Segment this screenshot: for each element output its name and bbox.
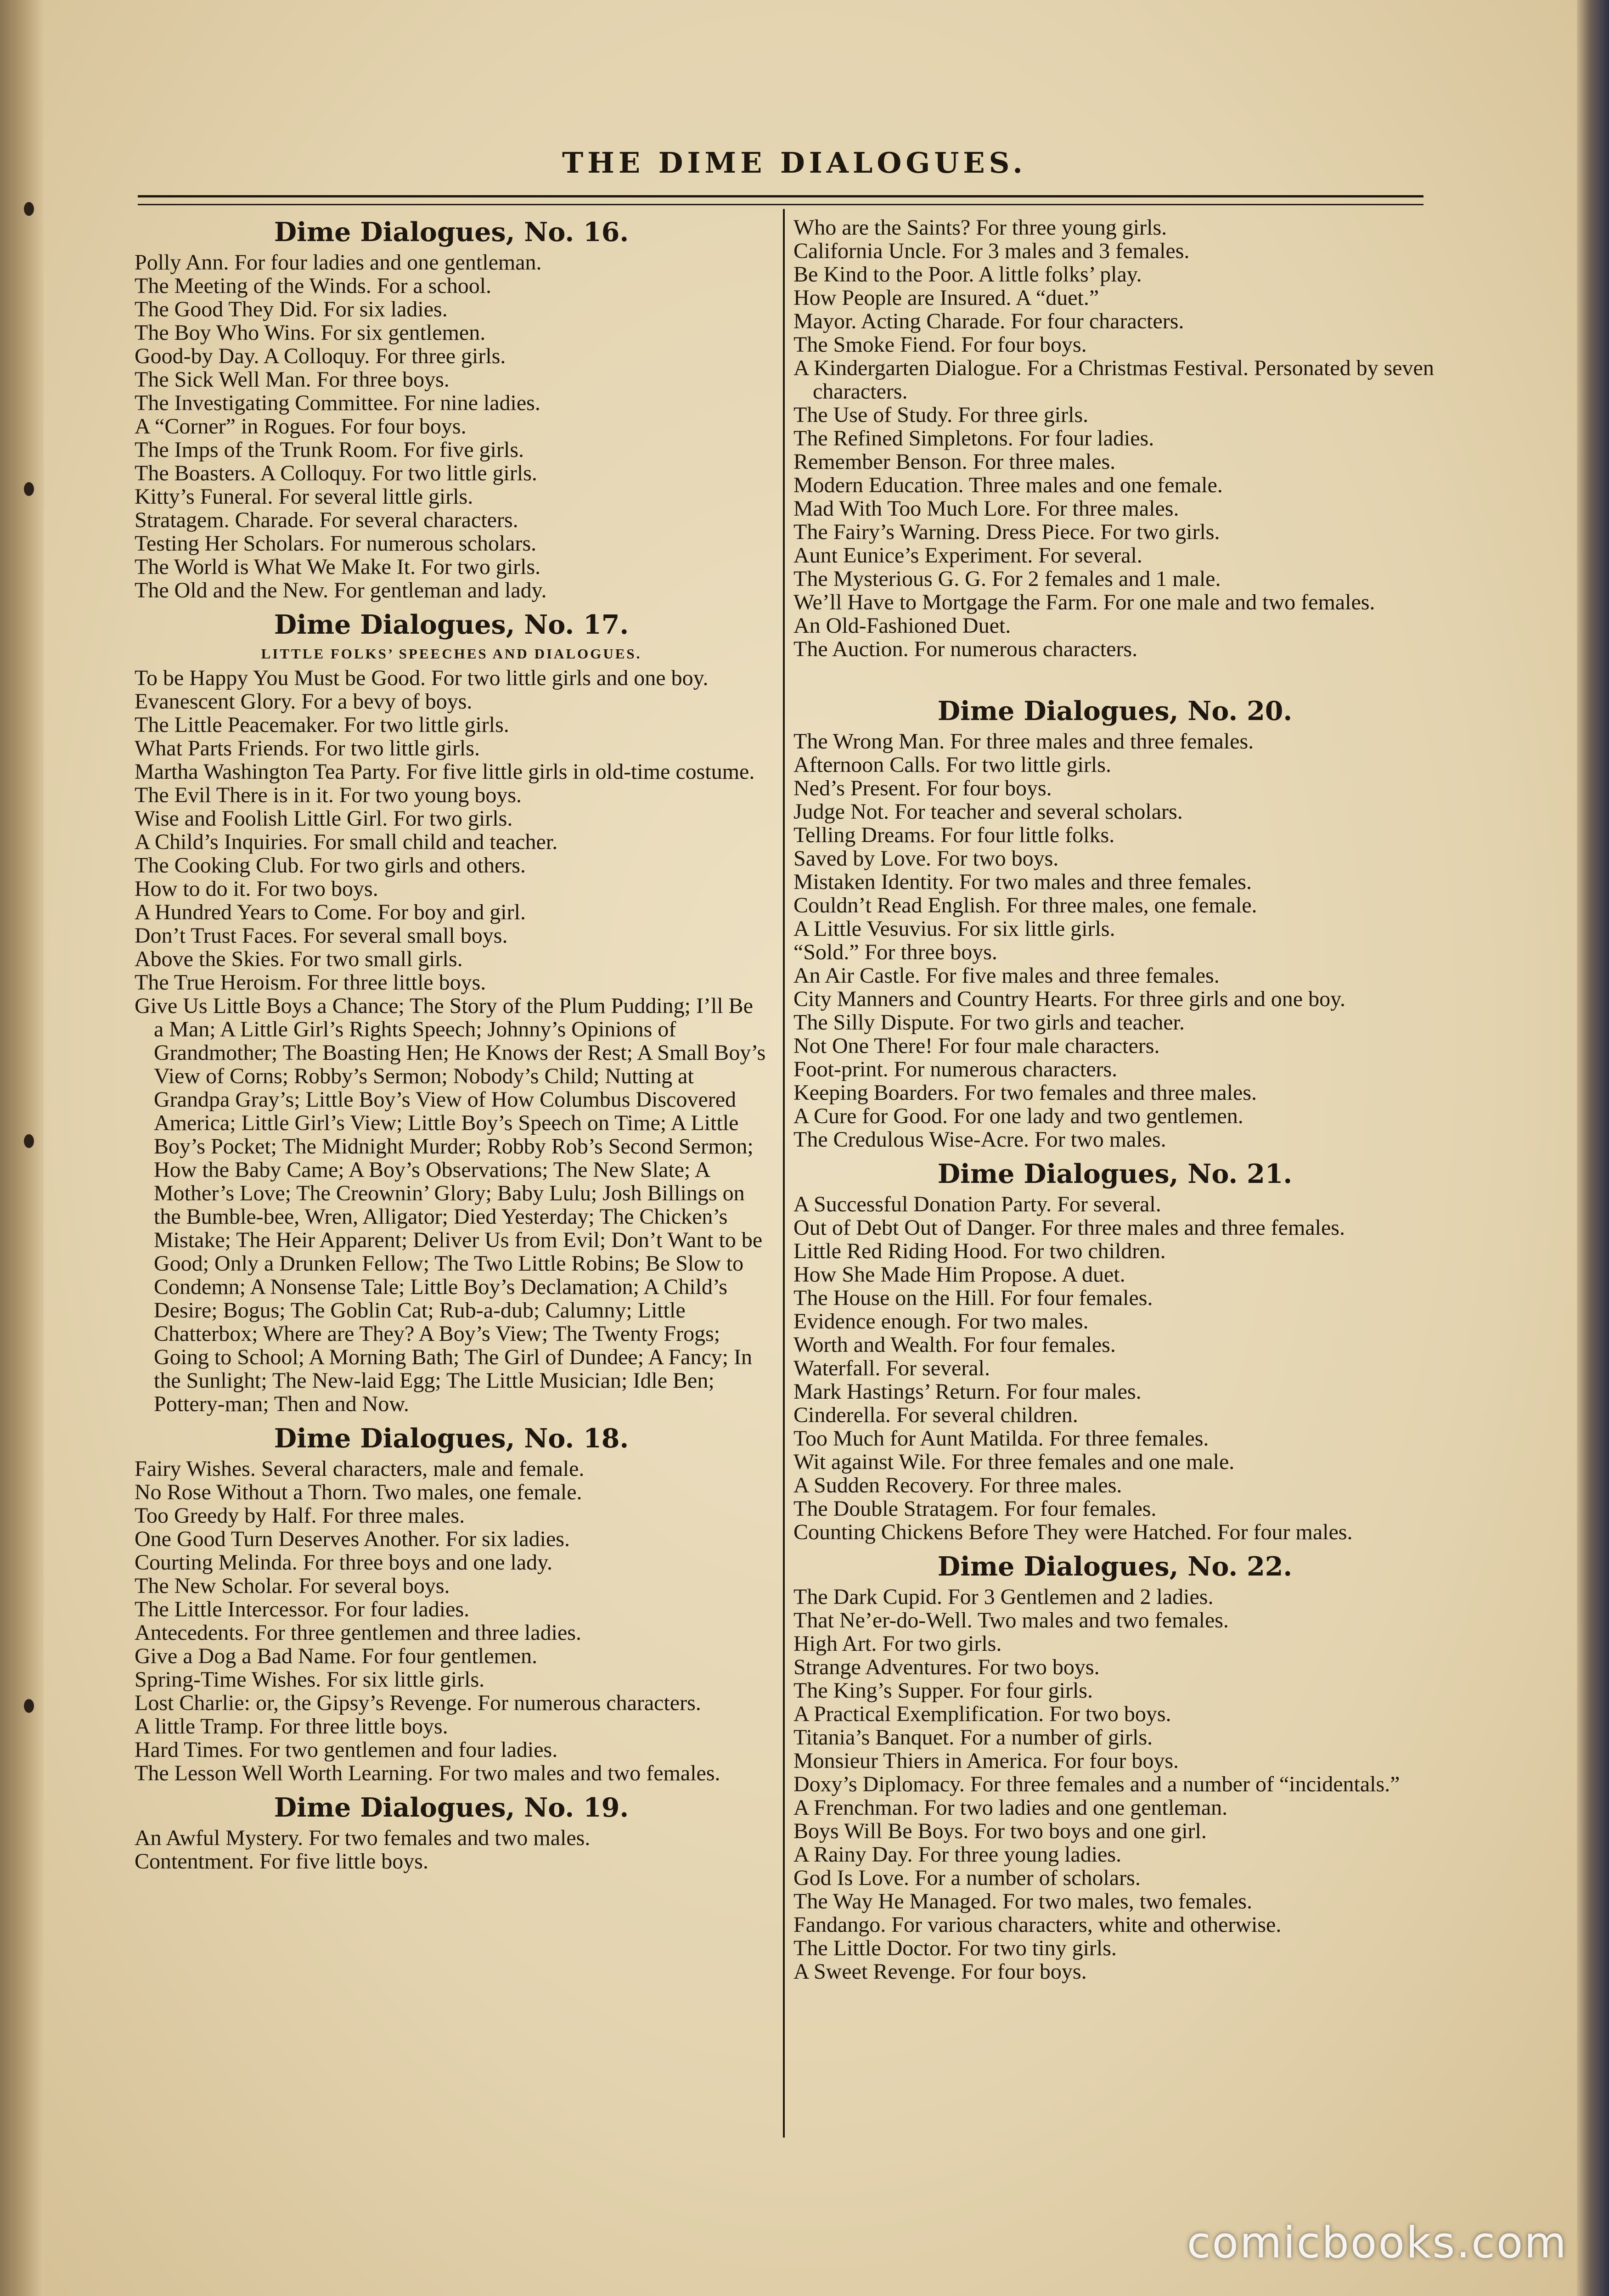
dialogue-entry: A Successful Donation Party. For several. (793, 1192, 1161, 1216)
dialogue-entry: Too Much for Aunt Matilda. For three females. (793, 1426, 1209, 1451)
dialogue-entry: Remember Benson. For three males. (793, 450, 1116, 474)
dialogue-entry: Contentment. For five little boys. (135, 1849, 428, 1874)
dialogue-entry: Who are the Saints? For three young girls. (793, 215, 1167, 240)
dialogue-entry: A Sudden Recovery. For three males. (793, 1473, 1122, 1497)
dialogue-entry: How to do it. For two boys. (135, 877, 378, 901)
dialogue-entry: Courting Melinda. For three boys and one lady. (135, 1550, 553, 1575)
dialogue-entry: An Air Castle. For five males and three females. (793, 963, 1220, 988)
dialogue-entry: A Child’s Inquiries. For small child and teacher. (135, 830, 558, 854)
dialogue-entry: Waterfall. For several. (793, 1356, 990, 1380)
dialogue-entry: A Hundred Years to Come. For boy and girl. (135, 900, 526, 924)
dialogue-entry: A Little Vesuvius. For six little girls. (793, 917, 1115, 941)
section-title: Dime Dialogues, No. 20. (937, 696, 1293, 726)
dialogue-entry: The New Scholar. For several boys. (135, 1574, 450, 1598)
dialogue-entry: The Little Intercessor. For four ladies. (135, 1597, 470, 1621)
right-column (793, 216, 1436, 1983)
dialogue-entry: The King’s Supper. For four girls. (793, 1678, 1093, 1703)
dialogue-entry: The Old and the New. For gentleman and lady. (135, 578, 547, 602)
dialogue-entry: The Lesson Well Worth Learning. For two males and two females. (135, 1761, 720, 1785)
section-title: Dime Dialogues, No. 18. (274, 1423, 629, 1454)
dialogue-entry: An Old-Fashioned Duet. (793, 613, 1011, 638)
dialogue-entry: The Investigating Committee. For nine ladies. (135, 391, 540, 415)
dialogue-entry: Afternoon Calls. For two little girls. (793, 753, 1111, 777)
dialogue-entry: The True Heroism. For three little boys. (135, 970, 486, 995)
dialogue-entry: We’ll Have to Mortgage the Farm. For one male and two females. (793, 590, 1375, 614)
section-subtitle: LITTLE FOLKS’ SPEECHES AND DIALOGUES. (261, 646, 642, 662)
dialogue-entry: Counting Chickens Before They were Hatched. For four males. (793, 1520, 1353, 1544)
dialogue-entry: Spring-Time Wishes. For six little girls. (135, 1667, 485, 1692)
dialogue-entry: Doxy’s Diplomacy. For three females and a number of “incidentals.” (793, 1772, 1400, 1796)
dialogue-entry: Boys Will Be Boys. For two boys and one girl. (793, 1819, 1207, 1843)
dialogue-entry: The Wrong Man. For three males and three females. (793, 729, 1254, 754)
binding-stitch (24, 1134, 34, 1148)
binding-gutter (0, 0, 44, 2296)
page-edge (1577, 0, 1609, 2296)
dialogue-entry: Ned’s Present. For four boys. (793, 776, 1052, 800)
section-title: Dime Dialogues, No. 21. (937, 1159, 1293, 1189)
dialogue-entry: Antecedents. For three gentlemen and three ladies. (135, 1621, 581, 1645)
dialogue-entry: The Fairy’s Warning. Dress Piece. For two girls. (793, 520, 1220, 544)
dialogue-entry: The Meeting of the Winds. For a school. (135, 274, 492, 298)
section-title: Dime Dialogues, No. 16. (274, 217, 629, 248)
dialogue-entry: What Parts Friends. For two little girls. (135, 736, 480, 760)
dialogue-entry: Lost Charlie: or, the Gipsy’s Revenge. For numerous characters. (135, 1691, 701, 1715)
dialogue-entry: The Sick Well Man. For three boys. (135, 367, 450, 392)
dialogue-entry: The Cooking Club. For two girls and others. (135, 853, 526, 878)
dialogue-entry: The Silly Dispute. For two girls and teacher. (793, 1010, 1185, 1035)
dialogue-entry: Keeping Boarders. For two females and three males. (793, 1080, 1257, 1105)
binding-stitch (24, 482, 34, 496)
dialogue-entry: Give a Dog a Bad Name. For four gentlemen. (135, 1644, 538, 1668)
dialogue-entry: Mayor. Acting Charade. For four characters. (793, 309, 1184, 333)
dialogue-entry: Above the Skies. For two small girls. (135, 947, 463, 971)
dialogue-entry: Give Us Little Boys a Chance; The Story of the Plum Pudding; I’ll Be a Man; A Little Girl’s Rights Speech; Johnny’s Opinions of Grandmother; The Boasting Hen; He Knows der Rest; A Small Boy’s View of Corns; Robby’s Sermon; Nobody’s Child; Nutting at Grandpa Gray’s; Little Boy’s View of How Columbus Discovered America; Little Girl’s View; Little Boy’s Speech on Time; A Little Boy’s Pocket; The Midnight Murder; Robby Rob’s Second Sermon; How the Baby Came; A Boy’s Observations; The New Slate; A Mother’s Love; The Creownin’ Glory; Baby Lulu; Josh Billings on the Bumble-bee, Wren, Alligator; Died Yesterday; The Chicken’s Mistake; The Heir Apparent; Deliver Us from Evil; Don’t Want to be Good; Only a Drunken Fellow; The Two Little Robins; Be Slow to Condemn; A Nonsense Tale; Little Boy’s Declamation; A Child’s Desire; Bogus; The Goblin Cat; Rub-a-dub; Calumny; Little Chatterbox; Where are They? A Boy’s View; The Twenty Frogs; Going to School; A Morning Bath; The Girl of Dundee; A Fancy; In the Sunlight; The New-laid Egg; The Little Musician; Idle Ben; Pottery-man; Then and Now. (135, 994, 766, 1416)
dialogue-entry: Saved by Love. For two boys. (793, 846, 1059, 871)
dialogue-entry: A Kindergarten Dialogue. For a Christmas Festival. Personated by seven characters. (793, 356, 1434, 404)
section-title: Dime Dialogues, No. 17. (274, 609, 629, 640)
dialogue-entry: The World is What We Make It. For two girls. (135, 555, 541, 579)
dialogue-entry: Stratagem. Charade. For several characters. (135, 508, 518, 532)
section-title: Dime Dialogues, No. 22. (937, 1551, 1293, 1582)
dialogue-entry: That Ne’er-do-Well. Two males and two females. (793, 1608, 1229, 1632)
dialogue-entry: Polly Ann. For four ladies and one gentleman. (135, 250, 542, 275)
dialogue-entry: The Boy Who Wins. For six gentlemen. (135, 321, 486, 345)
watermark: comicbooks.com (1187, 2218, 1568, 2268)
dialogue-entry: Telling Dreams. For four little folks. (793, 823, 1115, 847)
dialogue-entry: Wise and Foolish Little Girl. For two girls. (135, 806, 513, 831)
dialogue-entry: Cinderella. For several children. (793, 1403, 1078, 1427)
dialogue-entry: Mark Hastings’ Return. For four males. (793, 1379, 1142, 1404)
dialogue-entry: How She Made Him Propose. A duet. (793, 1262, 1125, 1287)
dialogue-entry: Evidence enough. For two males. (793, 1309, 1089, 1334)
section-title: Dime Dialogues, No. 19. (274, 1792, 629, 1823)
left-column (135, 216, 768, 1873)
dialogue-entry: One Good Turn Deserves Another. For six ladies. (135, 1527, 570, 1551)
dialogue-entry: A “Corner” in Rogues. For four boys. (135, 414, 467, 439)
dialogue-entry: Modern Education. Three males and one female. (793, 473, 1223, 497)
dialogue-entry: The Little Doctor. For two tiny girls. (793, 1936, 1117, 1960)
dialogue-entry: The Use of Study. For three girls. (793, 403, 1089, 427)
dialogue-entry: A Rainy Day. For three young ladies. (793, 1842, 1122, 1867)
dialogue-entry: God Is Love. For a number of scholars. (793, 1866, 1141, 1890)
dialogue-entry: The Mysterious G. G. For 2 females and 1 male. (793, 567, 1221, 591)
dialogue-entry: Worth and Wealth. For four females. (793, 1333, 1116, 1357)
dialogue-entry: The Evil There is in it. For two young boys. (135, 783, 522, 807)
dialogue-entry: The Boasters. A Colloquy. For two little girls. (135, 461, 537, 485)
dialogue-entry: Monsieur Thiers in America. For four boys. (793, 1749, 1179, 1773)
dialogue-entry: The House on the Hill. For four females. (793, 1286, 1153, 1310)
dialogue-entry: Judge Not. For teacher and several scholars. (793, 799, 1183, 824)
dialogue-entry: Strange Adventures. For two boys. (793, 1655, 1100, 1679)
dialogue-entry: Fandango. For various characters, white and otherwise. (793, 1913, 1282, 1937)
dialogue-entry: Out of Debt Out of Danger. For three males and three females. (793, 1216, 1345, 1240)
dialogue-entry: A Practical Exemplification. For two boys. (793, 1702, 1171, 1726)
dialogue-entry: The Auction. For numerous characters. (793, 637, 1138, 661)
dialogue-entry: How People are Insured. A “duet.” (793, 286, 1099, 310)
dialogue-entry: California Uncle. For 3 males and 3 females. (793, 239, 1190, 263)
dialogue-entry: A Frenchman. For two ladies and one gentleman. (793, 1795, 1228, 1820)
column-divider (783, 209, 785, 2138)
dialogue-entry: City Manners and Country Hearts. For three girls and one boy. (793, 987, 1345, 1011)
dialogue-entry: Foot-print. For numerous characters. (793, 1057, 1118, 1081)
dialogue-entry: Not One There! For four male characters. (793, 1034, 1160, 1058)
dialogue-entry: Aunt Eunice’s Experiment. For several. (793, 543, 1142, 568)
dialogue-entry: The Smoke Fiend. For four boys. (793, 332, 1087, 357)
dialogue-entry: Hard Times. For two gentlemen and four ladies. (135, 1738, 558, 1762)
binding-stitch (24, 202, 34, 216)
dialogue-entry: The Refined Simpletons. For four ladies. (793, 426, 1154, 450)
dialogue-entry: Little Red Riding Hood. For two children. (793, 1239, 1166, 1263)
dialogue-entry: Evanescent Glory. For a bevy of boys. (135, 689, 473, 714)
dialogue-entry: A Sweet Revenge. For four boys. (793, 1959, 1087, 1984)
dialogue-entry: Too Greedy by Half. For three males. (135, 1503, 465, 1528)
dialogue-entry: Martha Washington Tea Party. For five little girls in old-time costume. (135, 760, 755, 784)
dialogue-entry: Good-by Day. A Colloquy. For three girls. (135, 344, 506, 368)
dialogue-entry: “Sold.” For three boys. (793, 940, 997, 964)
dialogue-entry: The Credulous Wise-Acre. For two males. (793, 1127, 1166, 1152)
dialogue-entry: Couldn’t Read English. For three males, one female. (793, 893, 1257, 917)
dialogue-entry: The Good They Did. For six ladies. (135, 297, 448, 321)
dialogue-entry: The Way He Managed. For two males, two females. (793, 1889, 1252, 1913)
dialogue-entry: Be Kind to the Poor. A little folks’ play. (793, 262, 1142, 287)
dialogue-entry: Fairy Wishes. Several characters, male and female. (135, 1457, 585, 1481)
dialogue-entry: The Dark Cupid. For 3 Gentlemen and 2 ladies. (793, 1585, 1214, 1609)
dialogue-entry: To be Happy You Must be Good. For two little girls and one boy. (135, 666, 709, 690)
dialogue-entry: High Art. For two girls. (793, 1632, 1002, 1656)
binding-stitch (24, 1699, 34, 1713)
dialogue-entry: The Imps of the Trunk Room. For five girls. (135, 438, 524, 462)
dialogue-entry: Mistaken Identity. For two males and three females. (793, 870, 1252, 894)
page-header: THE DIME DIALOGUES. (562, 146, 1027, 180)
dialogue-entry: Wit against Wile. For three females and one male. (793, 1450, 1235, 1474)
dialogue-entry: No Rose Without a Thorn. Two males, one female. (135, 1480, 582, 1504)
dialogue-entry: An Awful Mystery. For two females and two males. (135, 1826, 591, 1850)
dialogue-entry: The Double Stratagem. For four females. (793, 1497, 1157, 1521)
dialogue-entry: Don’t Trust Faces. For several small boys. (135, 923, 508, 948)
dialogue-entry: Mad With Too Much Lore. For three males. (793, 496, 1179, 521)
header-rule (138, 195, 1423, 205)
dialogue-entry: Titania’s Banquet. For a number of girls. (793, 1725, 1153, 1750)
dialogue-entry: Kitty’s Funeral. For several little girls. (135, 484, 473, 509)
dialogue-entry: Testing Her Scholars. For numerous scholars. (135, 531, 537, 556)
dialogue-entry: The Little Peacemaker. For two little girls. (135, 713, 509, 737)
dialogue-entry: A Cure for Good. For one lady and two gentlemen. (793, 1104, 1243, 1128)
dialogue-entry: A little Tramp. For three little boys. (135, 1714, 448, 1739)
